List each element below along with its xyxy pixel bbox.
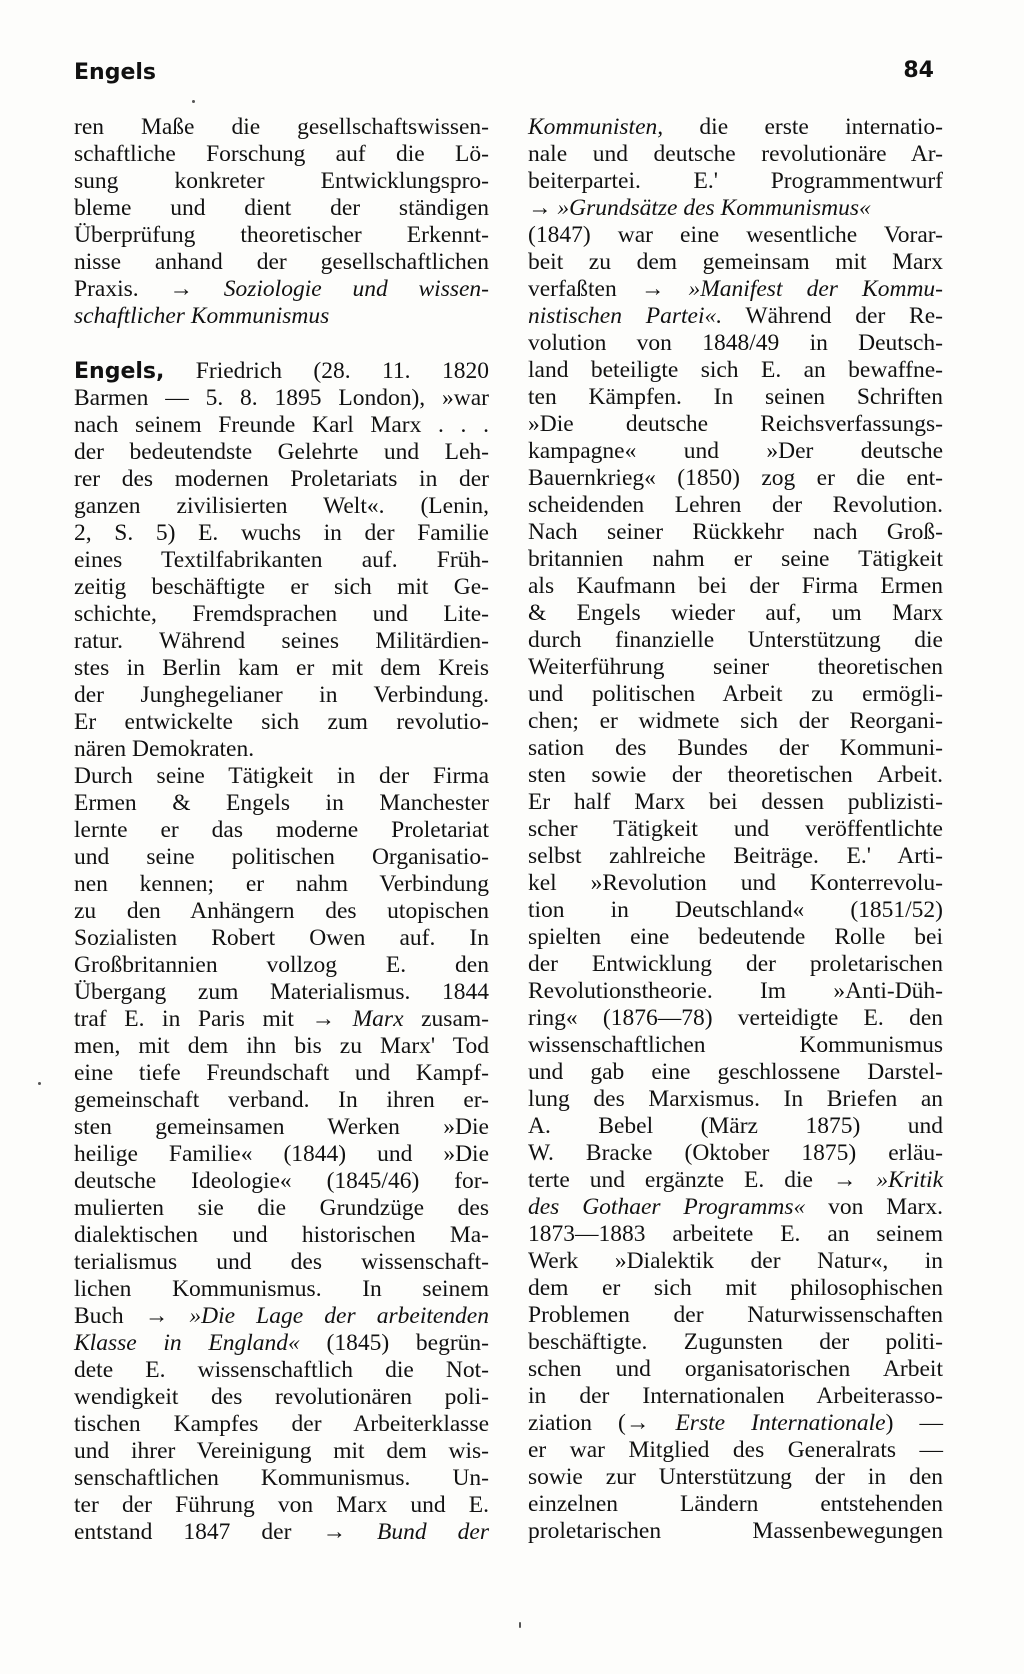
text-line: er war Mitglied des Generalrats — bbox=[528, 1437, 943, 1463]
text-line: in der Internationalen Arbeiterasso- bbox=[528, 1383, 943, 1409]
text-line: lichen Kommunismus. In seinem bbox=[74, 1276, 489, 1302]
text-line: lung des Marxismus. In Briefen an bbox=[528, 1086, 943, 1112]
text-line: sation des Bundes der Kommuni- bbox=[528, 735, 943, 761]
cross-reference-line: → »Grundsätze des Kommunismus« bbox=[528, 195, 871, 221]
text-line: einzelnen Ländern entstehenden bbox=[528, 1491, 943, 1517]
print-speck bbox=[192, 100, 195, 103]
text-line: Bauernkrieg« (1850) zog er die ent- bbox=[528, 465, 943, 491]
text-line: wissenschaftlichen Kommunismus bbox=[528, 1032, 943, 1058]
text-line: senschaftlichen Kommunismus. Un- bbox=[74, 1465, 489, 1491]
text-line: scheidenden Lehren der Revolution. bbox=[528, 492, 943, 518]
text-line: und ihrer Vereinigung mit dem wis- bbox=[74, 1438, 489, 1464]
cross-reference-line: Buch → »Die Lage der arbeitenden bbox=[74, 1303, 489, 1329]
text-line: nisse anhand der gesellschaftlichen bbox=[74, 249, 489, 275]
cross-reference: Kommunisten, bbox=[528, 114, 664, 140]
cross-reference: »Kritik bbox=[876, 1167, 943, 1193]
text-line: Großbritannien vollzog E. den bbox=[74, 952, 489, 978]
text-line: ren Maße die gesellschaftswissen- bbox=[74, 114, 489, 140]
cross-reference-line: Klasse in England« (1845) begrün- bbox=[74, 1330, 490, 1356]
cross-reference-line: des Gothaer Programms« von Marx. bbox=[528, 1194, 944, 1220]
text-line: zeitig beschäftigte er sich mit Ge- bbox=[74, 574, 489, 600]
text-line: Barmen — 5. 8. 1895 London), »war bbox=[74, 385, 489, 411]
text-line: chen; er widmete sich der Reorgani- bbox=[528, 708, 943, 734]
cross-reference-line: terte und ergänzte E. die → »Kritik bbox=[528, 1167, 943, 1193]
cross-reference-line: Kommunisten, die erste internatio- bbox=[528, 114, 943, 140]
text-line: schichte, Fremdsprachen und Lite- bbox=[74, 601, 489, 627]
cross-reference-line: traf E. in Paris mit → Marx zusam- bbox=[74, 1006, 489, 1032]
text-line: durch finanzielle Unterstützung die bbox=[528, 627, 943, 653]
text-line: nären Demokraten. bbox=[74, 736, 255, 762]
entry-head-line: Engels, Friedrich (28. 11. 1820 bbox=[74, 358, 489, 384]
cross-reference: »Grundsätze des Kommunismus« bbox=[557, 195, 871, 221]
cross-reference: Klasse in England« bbox=[74, 1330, 300, 1356]
text-line: (1847) war eine wesentliche Vorar- bbox=[528, 222, 943, 248]
text-line: Werk »Dialektik der Natur«, in bbox=[528, 1248, 943, 1274]
print-speck bbox=[38, 1082, 41, 1085]
text-line: Nach seiner Rückkehr nach Groß- bbox=[528, 519, 943, 545]
text-line: 2, S. 5) E. wuchs in der Familie bbox=[74, 520, 489, 546]
cross-reference: »Manifest der Kommu- bbox=[688, 276, 943, 302]
text-line: kel »Revolution und Konterrevolu- bbox=[528, 870, 943, 896]
cross-reference: Marx bbox=[352, 1006, 404, 1032]
text-line: bleme und dient der ständigen bbox=[74, 195, 489, 221]
text-line: dete E. wissenschaftlich die Not- bbox=[74, 1357, 489, 1383]
text-line: Weiterführung seiner theoretischen bbox=[528, 654, 943, 680]
text-line: mulierten sie die Grundzüge des bbox=[74, 1195, 489, 1221]
text-line: schen und organisatorischen Arbeit bbox=[528, 1356, 943, 1382]
text-line: »Die deutsche Reichsverfassungs- bbox=[528, 411, 943, 437]
cross-reference-line: nistischen Partei«. Während der Re- bbox=[528, 303, 943, 329]
text-line: A. Bebel (März 1875) und bbox=[528, 1113, 943, 1139]
text-line: kampagne« und »Der deutsche bbox=[528, 438, 943, 464]
running-head: Engels bbox=[74, 60, 156, 85]
text-line: lernte er das moderne Proletariat bbox=[74, 817, 489, 843]
cross-reference: »Die Lage der arbeitenden bbox=[189, 1303, 489, 1329]
text-line: beit zu dem gemeinsam mit Marx bbox=[528, 249, 943, 275]
cross-reference-line: ziation (→ Erste Internationale) — bbox=[528, 1410, 944, 1436]
text-line: selbst zahlreiche Beiträge. E.' Arti- bbox=[528, 843, 943, 869]
text-line: ring« (1876—78) verteidigte E. den bbox=[528, 1005, 943, 1031]
text-line: ratur. Während seines Militärdien- bbox=[74, 628, 489, 654]
text-line: terialismus und des wissenschaft- bbox=[74, 1249, 489, 1275]
text-line: beschäftigte. Zugunsten der politi- bbox=[528, 1329, 943, 1355]
cross-reference-line: verfaßten → »Manifest der Kommu- bbox=[528, 276, 943, 302]
cross-reference: Soziologie und wissen- bbox=[223, 276, 489, 302]
cross-reference-line bbox=[74, 303, 489, 330]
text-line: Revolutionstheorie. Im »Anti-Düh- bbox=[528, 978, 943, 1004]
text-line: ter der Führung von Marx und E. bbox=[74, 1492, 489, 1518]
cross-reference: schaftlicher Kommunismus bbox=[74, 303, 330, 329]
text-line: eines Textilfabrikanten auf. Früh- bbox=[74, 547, 489, 573]
text-line: land beteiligte sich E. an bewaffne- bbox=[528, 357, 943, 383]
text-line: der bedeutendste Gelehrte und Leh- bbox=[74, 439, 489, 465]
text-line: als Kaufmann bei der Firma Ermen bbox=[528, 573, 943, 599]
cross-reference: nistischen Partei«. bbox=[528, 303, 723, 329]
text-line: Übergang zum Materialismus. 1844 bbox=[74, 979, 489, 1005]
text-line: Er entwickelte sich zum revolutio- bbox=[74, 709, 489, 735]
text-line: rer des modernen Proletariats in der bbox=[74, 466, 489, 492]
text-line: und gab eine geschlossene Darstel- bbox=[528, 1059, 943, 1085]
text-line: nen kennen; er nahm Verbindung bbox=[74, 871, 489, 897]
text-line: W. Bracke (Oktober 1875) erläu- bbox=[528, 1140, 943, 1166]
text-line: scher Tätigkeit und veröffentlichte bbox=[528, 816, 943, 842]
text-line: sung konkreter Entwicklungspro- bbox=[74, 168, 489, 194]
text-line: dem er sich mit philosophischen bbox=[528, 1275, 943, 1301]
text-line: zu den Anhängern des utopischen bbox=[74, 898, 489, 924]
text-line: 1873—1883 arbeitete E. an seinem bbox=[528, 1221, 943, 1247]
text-line: und seine politischen Organisatio- bbox=[74, 844, 489, 870]
text-line: sten gemeinsamen Werken »Die bbox=[74, 1114, 489, 1140]
page-number: 84 bbox=[903, 58, 934, 83]
right-column bbox=[528, 114, 943, 1545]
text-line: Überprüfung theoretischer Erkennt- bbox=[74, 222, 489, 248]
text-line: der Entwicklung der proletarischen bbox=[528, 951, 943, 977]
text-line: volution von 1848/49 in Deutsch- bbox=[528, 330, 943, 356]
engels-entry bbox=[74, 358, 489, 1546]
entry-headword: Engels, bbox=[74, 359, 165, 384]
text-line: der Junghegelianer in Verbindung. bbox=[74, 682, 489, 708]
text-line: tion in Deutschland« (1851/52) bbox=[528, 897, 943, 923]
text-line: stes in Berlin kam er mit dem Kreis bbox=[74, 655, 489, 681]
print-speck bbox=[519, 1622, 521, 1628]
text-line: tischen Kampfes der Arbeiterklasse bbox=[74, 1411, 489, 1437]
cross-reference: Bund der bbox=[377, 1519, 489, 1545]
text-line: dialektischen und historischen Ma- bbox=[74, 1222, 489, 1248]
text-line: gemeinschaft verband. In ihren er- bbox=[74, 1087, 489, 1113]
text-line: nach seinem Freunde Karl Marx . . . bbox=[74, 412, 489, 438]
left-column bbox=[74, 114, 489, 1546]
cross-reference: Erste Internationale bbox=[675, 1410, 886, 1436]
text-line: deutsche Ideologie« (1845/46) for- bbox=[74, 1168, 489, 1194]
text-line: proletarischen Massenbewegungen bbox=[528, 1518, 943, 1544]
text-line: ganzen zivilisierten Welt«. (Lenin, bbox=[74, 493, 489, 519]
text-line: nale und deutsche revolutionäre Ar- bbox=[528, 141, 943, 167]
text-line: wendigkeit des revolutionären poli- bbox=[74, 1384, 489, 1410]
text-line: & Engels wieder auf, um Marx bbox=[528, 600, 943, 626]
continuation-paragraph bbox=[74, 114, 489, 330]
text-line: Ermen & Engels in Manchester bbox=[74, 790, 489, 816]
text-line: Er half Marx bei dessen publizisti- bbox=[528, 789, 943, 815]
cross-reference-line: entstand 1847 der → Bund der bbox=[74, 1519, 489, 1545]
text-line: men, mit dem ihn bis zu Marx' Tod bbox=[74, 1033, 489, 1059]
entry-separator bbox=[74, 330, 489, 358]
text-line: Sozialisten Robert Owen auf. In bbox=[74, 925, 489, 951]
text-line: britannien nahm er seine Tätigkeit bbox=[528, 546, 943, 572]
text-line: Problemen der Naturwissenschaften bbox=[528, 1302, 943, 1328]
text-line: schaftliche Forschung auf die Lö- bbox=[74, 141, 489, 167]
text-line: und politischen Arbeit zu ermögli- bbox=[528, 681, 943, 707]
text-line: sten sowie der theoretischen Arbeit. bbox=[528, 762, 943, 788]
text-line: Durch seine Tätigkeit in der Firma bbox=[74, 763, 489, 789]
text-line: heilige Familie« (1844) und »Die bbox=[74, 1141, 489, 1167]
text-line: spielten eine bedeutende Rolle bei bbox=[528, 924, 943, 950]
text-line: ten Kämpfen. In seinen Schriften bbox=[528, 384, 943, 410]
cross-reference-line: Praxis. → Soziologie und wissen- bbox=[74, 276, 489, 302]
text-line: eine tiefe Freundschaft und Kampf- bbox=[74, 1060, 489, 1086]
text-line: sowie zur Unterstützung der in den bbox=[528, 1464, 943, 1490]
cross-reference: des Gothaer Programms« bbox=[528, 1194, 806, 1220]
text-line: beiterpartei. E.' Programmentwurf bbox=[528, 168, 943, 194]
